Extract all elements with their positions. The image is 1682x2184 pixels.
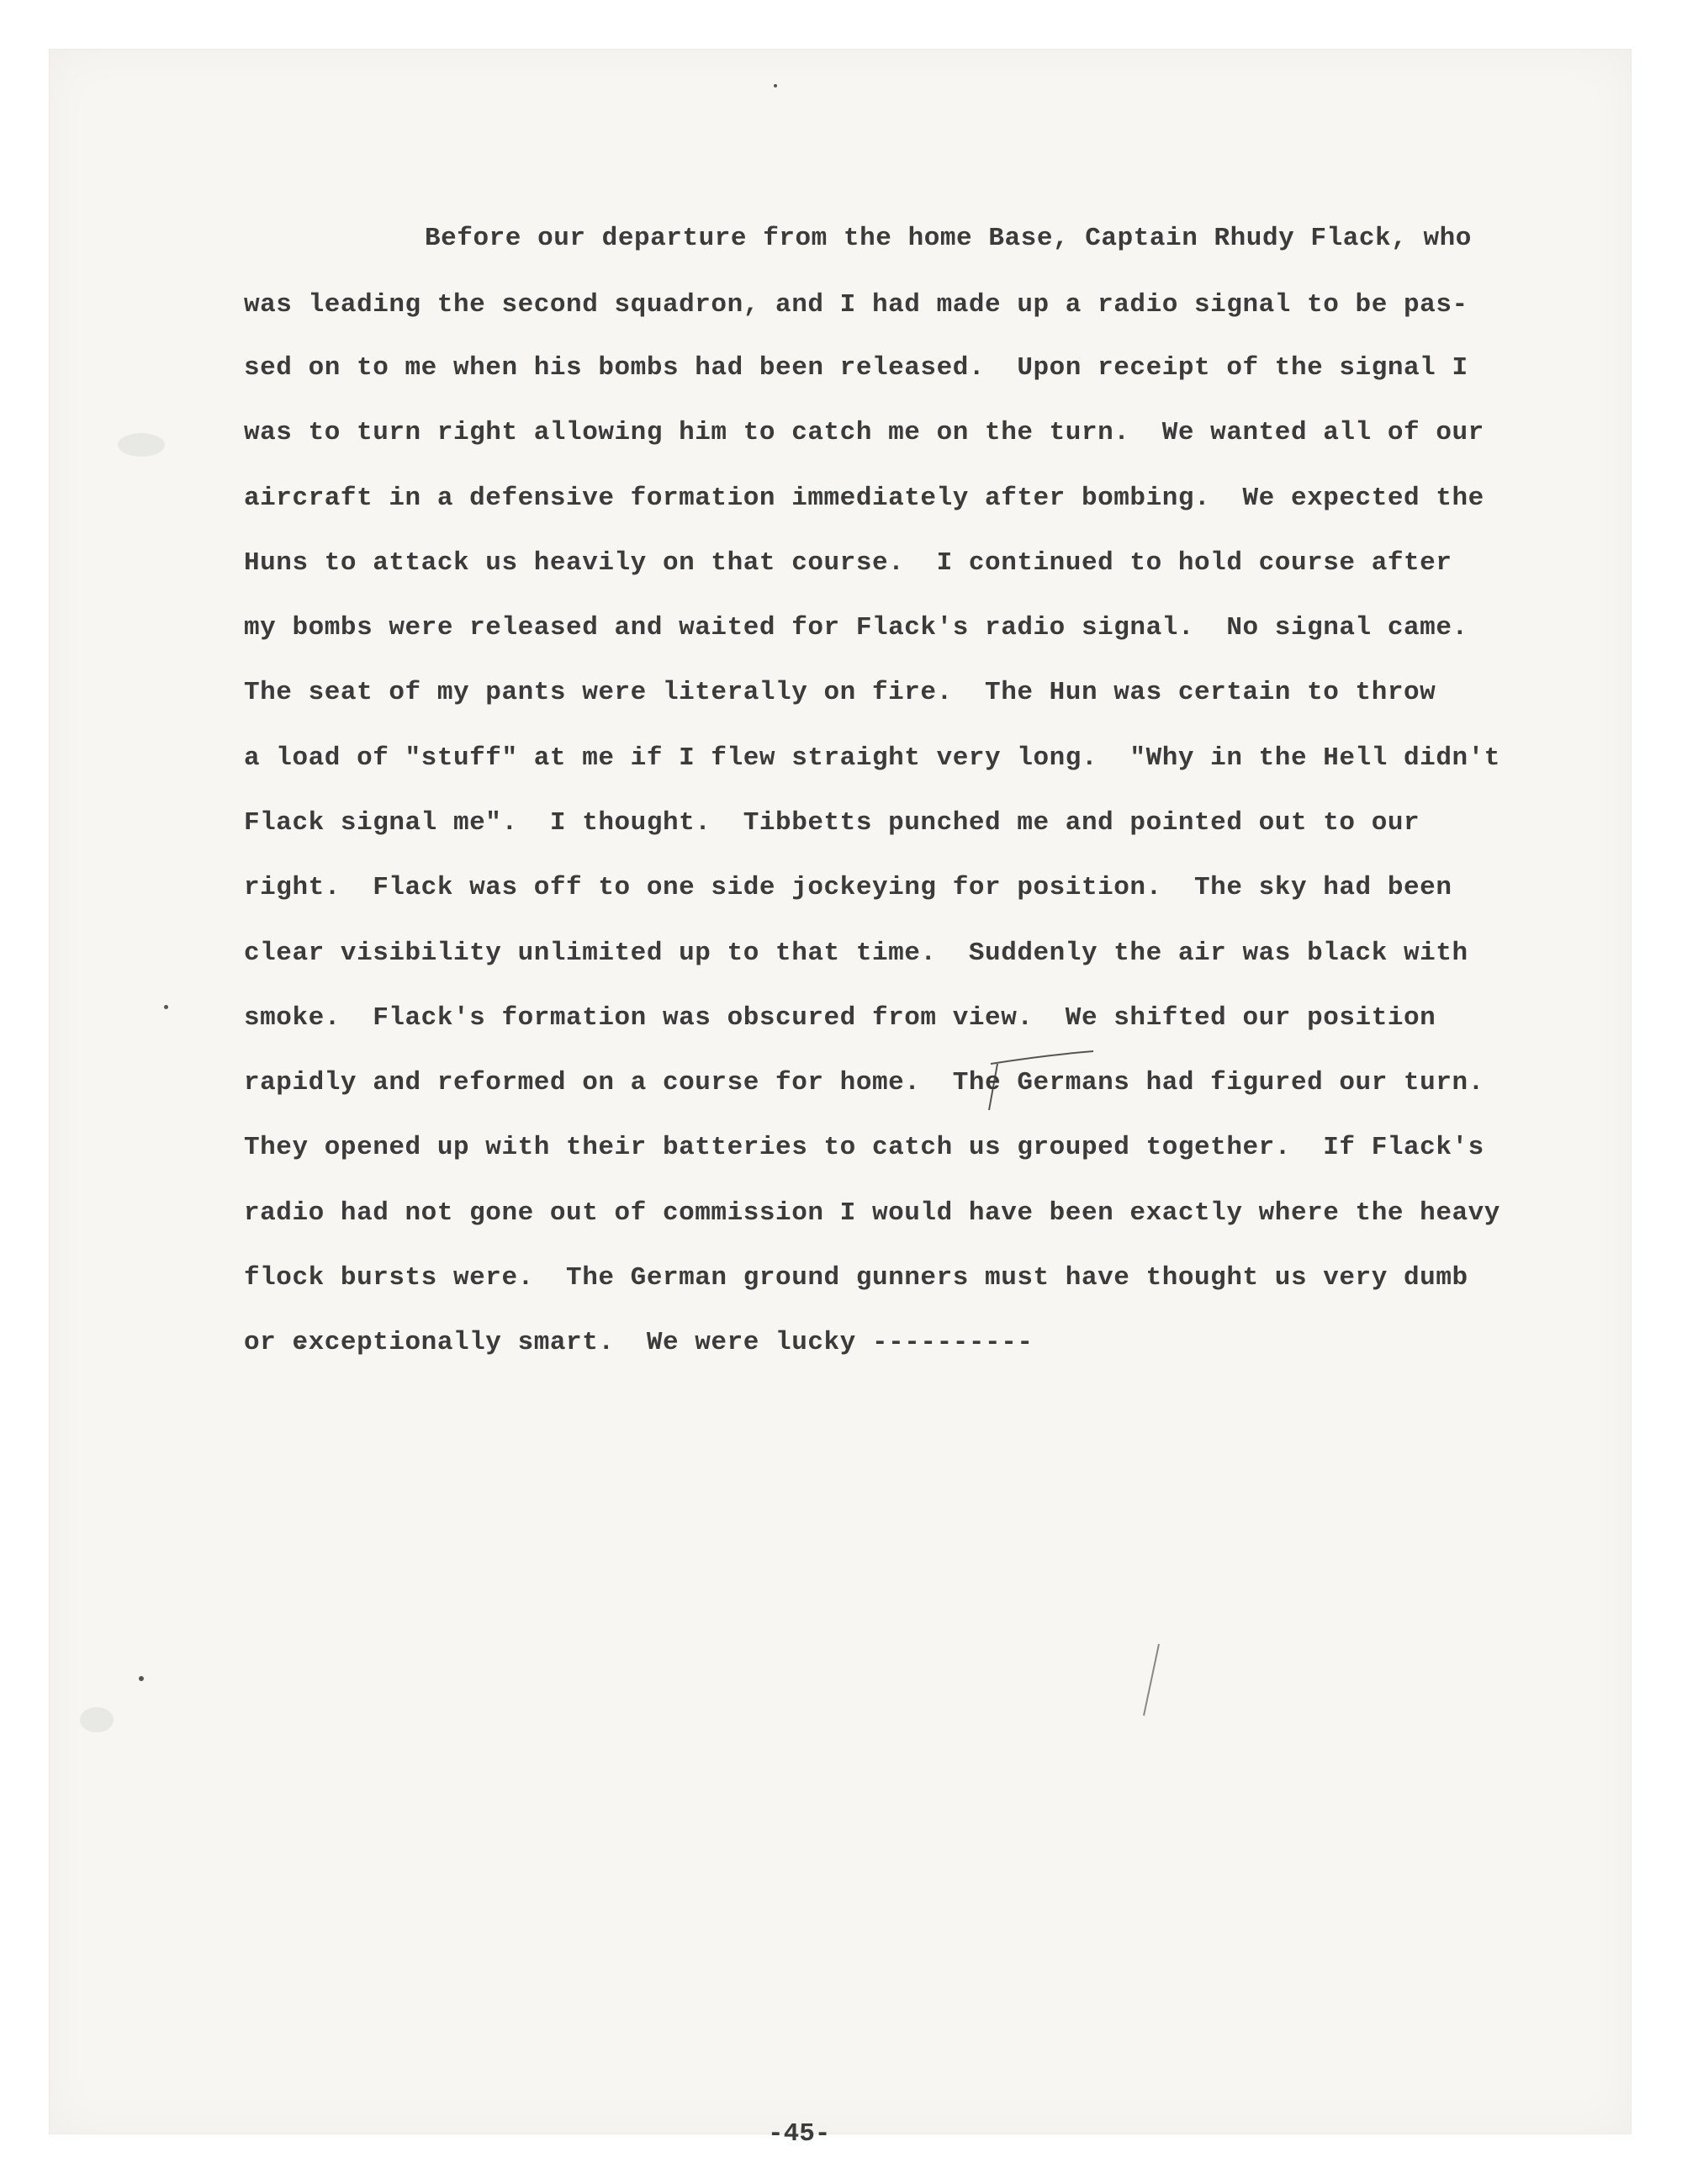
text-line: The seat of my pants were literally on fire. The Hun was certain to throw [244,678,1436,707]
page-number: -45- [768,2119,831,2149]
text-line: was to turn right allowing him to catch me on the turn. We wanted all of our [244,418,1484,447]
text-line: radio had not gone out of commission I would have been exactly where the heavy [244,1198,1500,1228]
text-line: was leading the second squadron, and I had made up a radio signal to be pas- [244,290,1468,320]
text-line: aircraft in a defensive formation immediately after bombing. We expected the [244,484,1484,513]
text-line: Before our departure from the home Base, Captain Rhudy Flack, who [425,224,1472,253]
text-line: rapidly and reformed on a course for home. The Germans had figured our turn. [244,1068,1484,1097]
text-line: flock bursts were. The German ground gunners must have thought us very dumb [244,1263,1468,1293]
text-line: right. Flack was off to one side jockeying for position. The sky had been [244,873,1452,902]
text-line: They opened up with their batteries to catch us grouped together. If Flack's [244,1133,1484,1162]
text-line: clear visibility unlimited up to that time. Suddenly the air was black with [244,939,1468,968]
text-line: or exceptionally smart. We were lucky ---------- [244,1328,1034,1357]
text-line: Huns to attack us heavily on that course. I continued to hold course after [244,548,1452,578]
text-line: sed on to me when his bombs had been released. Upon receipt of the signal I [244,353,1468,383]
text-line: smoke. Flack's formation was obscured from view. We shifted our position [244,1003,1436,1033]
text-line: a load of "stuff" at me if I flew straight very long. "Why in the Hell didn't [244,743,1500,773]
text-line: my bombs were released and waited for Flack's radio signal. No signal came. [244,613,1468,643]
text-line: Flack signal me". I thought. Tibbetts punched me and pointed out to our [244,808,1420,838]
